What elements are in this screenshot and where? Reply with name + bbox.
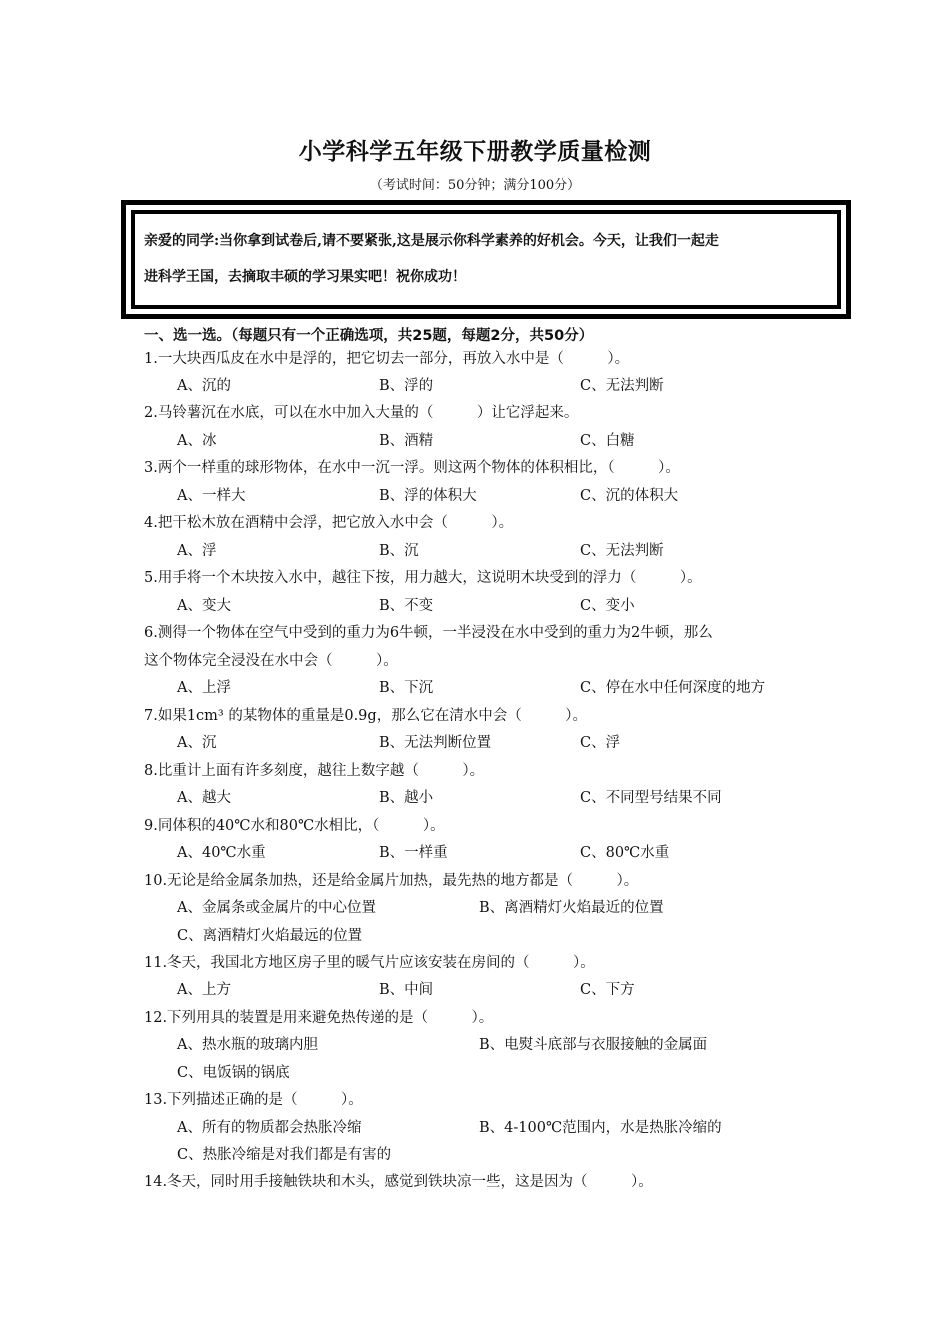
option-b: B、沉 (379, 543, 419, 559)
option-c: C、无法判断 (580, 378, 664, 394)
option-c: C、变小 (580, 598, 635, 614)
option-a: A、变大 (177, 598, 231, 614)
question-stem: 1.一大块西瓜皮在水中是浮的，把它切去一部分，再放入水中是（ ）。 (144, 351, 630, 367)
option-a: A、金属条或金属片的中心位置 (177, 900, 376, 916)
option-a: A、一样大 (177, 488, 246, 504)
question-stem: 2.马铃薯沉在水底，可以在水中加入大量的（ ）让它浮起来。 (144, 405, 579, 421)
option-b: B、中间 (379, 982, 434, 998)
question-stem: 11.冬天，我国北方地区房子里的暖气片应该安装在房间的（ ）。 (144, 955, 595, 971)
question-stem: 6.测得一个物体在空气中受到的重力为6牛顿，一半浸没在水中受到的重力为2牛顿，那么 (144, 625, 713, 641)
option-b: B、电熨斗底部与衣服接触的金属面 (479, 1037, 708, 1053)
question-stem: 9.同体积的40℃水和80℃水相比，（ ）。 (144, 818, 445, 834)
option-c: C、不同型号结果不同 (580, 790, 722, 806)
notice-line-1: 亲爱的同学:当你拿到试卷后,请不要紧张,这是展示你科学素养的好机会。今天，让我们一起走 (144, 233, 719, 249)
question-stem: 7.如果1cm³ 的某物体的重量是0.9g，那么它在清水中会（ ）。 (144, 708, 587, 724)
exam-info: （考试时间：50分钟；满分100分） (369, 178, 581, 193)
option-c: C、热胀冷缩是对我们都是有害的 (177, 1147, 392, 1163)
option-a: A、所有的物质都会热胀冷缩 (177, 1120, 362, 1136)
option-c: C、浮 (580, 735, 621, 751)
option-a: A、越大 (177, 790, 231, 806)
question-stem: 4.把干松木放在酒精中会浮，把它放入水中会（ ）。 (144, 515, 514, 531)
section-heading: 一、选一选。（每题只有一个正确选项，共25题，每题2分，共50分） (144, 328, 594, 344)
option-a: A、沉的 (177, 378, 231, 394)
option-c: C、电饭锅的锅底 (177, 1065, 290, 1081)
page-title: 小学科学五年级下册教学质量检测 (298, 139, 652, 165)
question-stem: 13.下列描述正确的是（ ）。 (144, 1092, 363, 1108)
option-a: A、上浮 (177, 680, 231, 696)
option-c: C、白糖 (580, 433, 635, 449)
option-a: A、40℃水重 (177, 845, 266, 861)
option-b: B、无法判断位置 (379, 735, 492, 751)
option-a: A、上方 (177, 982, 231, 998)
option-c: C、80℃水重 (580, 845, 670, 861)
option-b: B、酒精 (379, 433, 434, 449)
option-b: B、一样重 (379, 845, 448, 861)
option-c: C、离酒精灯火焰最远的位置 (177, 928, 363, 944)
option-b: B、浮的 (379, 378, 434, 394)
question-stem: 5.用手将一个木块按入水中，越往下按，用力越大，这说明木块受到的浮力（ ）。 (144, 570, 702, 586)
option-c: C、下方 (580, 982, 635, 998)
question-stem: 3.两个一样重的球形物体，在水中一沉一浮。则这两个物体的体积相比，（ ）。 (144, 460, 680, 476)
option-b: B、离酒精灯火焰最近的位置 (479, 900, 664, 916)
option-a: A、热水瓶的玻璃内胆 (177, 1037, 318, 1053)
option-a: A、浮 (177, 543, 217, 559)
option-a: A、沉 (177, 735, 217, 751)
option-b: B、不变 (379, 598, 434, 614)
question-stem-continued: 这个物体完全浸没在水中会（ ）。 (144, 653, 398, 669)
question-stem: 8.比重计上面有许多刻度，越往上数字越（ ）。 (144, 763, 485, 779)
question-stem: 12.下列用具的装置是用来避免热传递的是（ ）。 (144, 1010, 494, 1026)
question-stem: 14.冬天，同时用手接触铁块和木头，感觉到铁块凉一些，这是因为（ ）。 (144, 1174, 653, 1190)
option-c: C、停在水中任何深度的地方 (580, 680, 766, 696)
option-c: C、沉的体积大 (580, 488, 679, 504)
option-b: B、下沉 (379, 680, 434, 696)
notice-frame-inner (131, 210, 841, 309)
option-c: C、无法判断 (580, 543, 664, 559)
question-stem: 10.无论是给金属条加热，还是给金属片加热，最先热的地方都是（ ）。 (144, 873, 639, 889)
option-b: B、4-100℃范围内，水是热胀冷缩的 (479, 1120, 722, 1136)
option-a: A、冰 (177, 433, 217, 449)
option-b: B、越小 (379, 790, 434, 806)
option-b: B、浮的体积大 (379, 488, 477, 504)
notice-line-2: 进科学王国，去摘取丰硕的学习果实吧！祝你成功！ (144, 269, 466, 285)
